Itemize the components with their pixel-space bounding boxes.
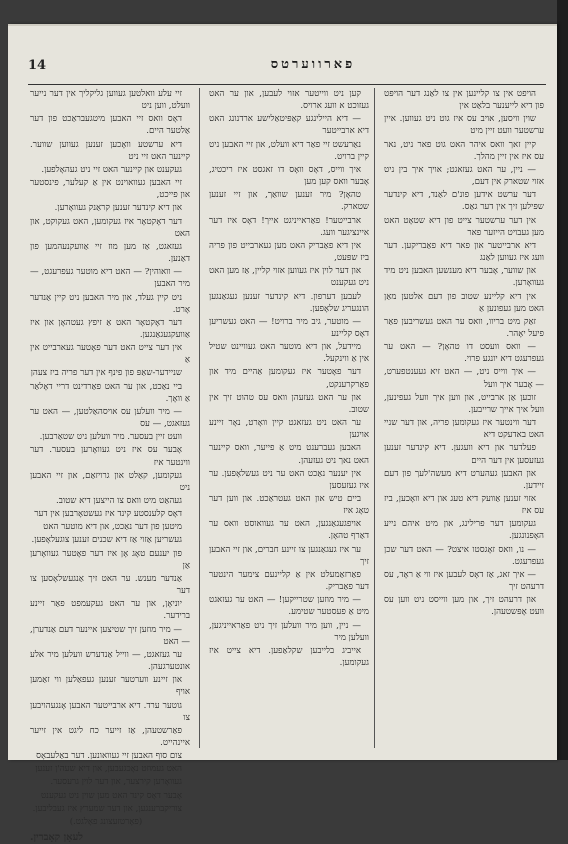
paragraph-line: אין דיא קליינע שטוב פון דעם אלטען מאַן האט מען געפונען אַ	[384, 291, 544, 314]
paragraph-line: אין דער צייט האט דער פאָטער געארבייט אין אַ	[30, 343, 190, 366]
paragraph-line: — וואוהין? — האט דיא מוטער געפרעגט, — מיר האבען	[30, 267, 190, 290]
column-right	[384, 88, 544, 748]
paragraph-line: — ניין, ער האט געזאגט; אויך איך בין ניט אזוי שטארק אין דעם,	[384, 164, 544, 188]
paragraph-line: דיא ערשטע וואָכען זענען געווען שווער. קיינער האט זיי ניט	[30, 139, 190, 162]
paragraph-line: געקומען, קאַלט און גרויזאַם, און זיי האבען ניט	[30, 470, 190, 493]
paragraph-line: געזאגט, אַז מען מוז זיי אַוועקנעהמען פון דאַנען.	[30, 241, 190, 265]
paragraph-line: ער איז געגאַנגען צו זיינע חברים, און זיי האבען זיך	[209, 544, 369, 567]
paragraph-line: דער פאָטער איז געקומען אַהיים מיד און פאַרקרענקט,	[209, 367, 369, 390]
paragraph-line: מיידעל, און דיא מוטער האט געוויינט שטיל אין אַ ווינקעל.	[209, 342, 369, 365]
paragraph-line: דאָס קלענסטע קינד איז געשטאָרבען אין דער	[34, 509, 182, 520]
document-page	[8, 24, 557, 844]
paragraph-line: ניט קיין געלד, און מיר האבען ניט קיין אַנדער אָרט.	[30, 292, 190, 315]
paragraph-line: לעבען דערפון. דיא קינדער זענען געגאַנגען הונגעריג שלאָפען.	[209, 291, 369, 314]
paragraph-line: געקומען דער פרילינג, און מיט איהם נייע האָפנונגען.	[384, 519, 544, 542]
paragraph-line: אין דיא פאַבריק האט מען געארבייט פון פריה ביז שפּעט,	[209, 240, 369, 264]
paragraph-line: גוטער ערד. דיא ארבייטער האבען אָנגעהויבען צו	[30, 700, 190, 723]
author-signature: לעאָן קאָברין.	[30, 832, 83, 844]
paragraph-line: פון יענעם טאָג אָן איז דער פאָטער געוואָרען אַן	[30, 548, 190, 571]
paragraph-line: — נו, וואס זאָגסטו איצט? — האט דער שכן געפרעגט.	[384, 544, 544, 567]
paragraph-line: אזוי זענען אַוועק דיא טעג און דיא וואָכען, ביז עס איז	[384, 494, 544, 517]
paragraph-line: האבען געברענט מיט אַ פייער, וואס קיינער האט נאך ניט געזעהן.	[209, 443, 369, 466]
paragraph-line: יוניאָן, און ער האט געקעמפט פאַר זיינע ברידער.	[30, 599, 190, 622]
paragraph-line: הויפט אין צו קליינען אין צו לאַנג דער הויפּט פון דיא לייענער בלאַט אין	[384, 89, 544, 112]
paragraph-line: פאַרשטעהן, אַז זייער כח ליגט אין זייער איינהייט.	[30, 725, 190, 748]
text-columns	[28, 88, 546, 844]
paragraph-line: דער דאָקטאָר איז געקומען, האט געקוקט, און האט	[30, 216, 190, 239]
paragraph-line: איך ווייס, דאָס וואָס דו זאגסט איז ריכטיג, אָבער וואס קען מען	[209, 164, 369, 188]
paragraph-line: ביים טיש און האט געטראַכט. און ווען דער טאָג איז	[209, 494, 369, 517]
paragraph-line: — מיר וועלען עס אויסהאַלטען, — האט ער געזאגט, — עס	[30, 406, 190, 430]
page-top-edge	[8, 24, 557, 26]
paragraph-line: קען ניט ווייטער אזוי לעבען, און ער האט געזוכט א וועג ארויס.	[209, 89, 369, 112]
page-number: 14	[28, 58, 47, 73]
paragraph-line: צום סוף האבען זיי געוואונען. דער באַלעבאָס	[36, 751, 182, 762]
paragraph-line: — מיר מוזען שטרייקען! — האט ער געזאגט מיט אַ פעסטער שטימע.	[209, 595, 369, 618]
paragraph-line: — איך זאג, אַז דאָס לעבען איז ווי אַ ראָד, עס דרעהט זיך	[384, 569, 544, 593]
paragraph-line: אויפגעגאַנגען, האט ער געוואוסט וואס ער דאַרף טהאָן.	[209, 519, 369, 542]
paragraph-line: דער ערשט אידען פונ'ם לאַנד, דיא קינדער שפּילען זיך אין דער גאַס.	[384, 190, 544, 213]
paragraph-line: שוין וויסען, אויב עס איז גוט ניט געווען. איין ערשטער וועט זיין מיט	[384, 114, 544, 137]
column-divider	[374, 88, 375, 748]
paragraph-line: און דרעהט זיך, און מען ווייסט ניט ווען עס וועט אָפּשטעהן.	[384, 595, 544, 618]
paragraph-line: אין יענער נאַכט האט ער ניט געשלאָפען. ער איז געזעסען	[209, 468, 369, 491]
paragraph-line: זיי האבען געוואוינט אין אַ קעלער, פינסטער און פייכט,	[30, 178, 190, 201]
paragraph-line: זיי עלע וואלטען געווען גליקליך אין דער נייער וועלט, ווען ניט	[30, 89, 190, 112]
paragraph-line: געשריען אַזוי אַז דיא שכנים זענען צוגעלאָפען.	[31, 535, 182, 546]
paragraph-line: פעלדער און דיא וועגען. דיא קינדער זענען געזעסען אין דער היים	[384, 443, 544, 466]
column-left	[30, 88, 190, 844]
paragraph-line: געוואָרען קירצער, און דער לוין גרעסער.	[50, 777, 182, 788]
paragraph-line: און שווער, אָבער דיא מענשען האבען ניט מיד געוואָרען.	[384, 266, 544, 289]
paragraph-line: דיא ארבייטער און פאר דיא פאַבריקען. דער וועג איז געווען לאַנג	[384, 240, 544, 264]
paragraph-line: געהאַט מיט וואס צו הייצען דיא שטוב.	[56, 496, 182, 506]
paragraph-line: דער דאָקטאָר האט אַ זיפץ געטהאָן און איז אַוועקגעגאַנגען.	[30, 317, 190, 340]
paragraph-line: מיטען פון דער נאַכט, און דיא מוטער האט	[43, 522, 182, 533]
paragraph-line: און ער האט געזעהן וואס עס טהוט זיך אין שטוב.	[209, 392, 369, 415]
paragraph-line: אייביג בלייבען שקלאַפען. דיא צייט איז געקומען.	[209, 645, 369, 669]
paragraph-line: אָבער דאָס קינד האט מען שוין ניט געקענט	[40, 790, 182, 801]
paragraph-line: ער האט ניט געזאגט קיין וואָרט, נאָר זיינע אויגען	[209, 418, 369, 441]
paragraph-line: אָבער עס איז ניט געוואָרען בעסער. דער ווינטער איז	[30, 445, 190, 468]
paragraph-line: און זיינע ווערטער זענען געפאַלען ווי זאַמען אויף	[30, 675, 190, 698]
paragraph-line: שניידער-שאַפּ פון פינף אין דער פריה ביז צעהן	[30, 368, 182, 379]
scan-background	[557, 0, 568, 760]
paragraph-line: — דיא היילינגע קאַפּיטאַלישע ארדנונג האט דיא ארבייטער	[209, 114, 369, 137]
paragraph-line: — איך ווייס ניט, — האט זיא געענטפערט, — אָבער איך וועל	[384, 367, 544, 390]
paragraph-line: אין דער ערשטער צייט פון דיא שטאָט האט מען געבויט הייזער פאר	[384, 215, 544, 238]
paragraph-line: אַנדער מענש. ער האט זיך אַנגעשלאָסען צו דער	[30, 573, 190, 597]
paragraph-line: דאָס וואס זיי האבען מיטגעבראַכט פון דער אַלטער היים.	[30, 114, 190, 137]
paragraph-line: צוריקברענגען, און דער שמערץ איז געבליבען.	[32, 803, 182, 814]
paragraph-line: — ניין, ווען מיר וועלען זיך ניט פאַראייניגען, וועלען מיר	[209, 620, 369, 643]
paragraph-line: ביי נאַכט, און ער האט פאַרדינט דריי דאָלאַר אַ וואָך.	[30, 381, 190, 404]
paragraph-line: ארבייטער! פאַראייניגט אייך! דאָס איז דער איינציגער וועג.	[209, 215, 369, 238]
paragraph-line: — מיר מוזען זיך שטיצען איינער דעם אַנדערן, — האט	[30, 624, 190, 647]
paragraph-line: האט געמוזט נאָכגעבען, און דיא שעה'ן זענען	[35, 764, 182, 775]
column-divider	[199, 88, 200, 748]
masthead-title: פארווערטס	[270, 57, 356, 72]
paragraph-line: און דיא קינדער זענען קראַנק געוואָרען.	[54, 203, 182, 214]
paragraph-line: טהאָן? מיר זענען שוואַך, און זיי זענען שטארק.	[209, 190, 369, 213]
paragraph-line: און דער לוין איז געווען אזוי קליין, אַז מען האט ניט געקענט	[208, 266, 369, 289]
paragraph-line: און האבען געהערט דיא מעשה'לעך פון דעם זיידען.	[384, 468, 544, 491]
page-header	[28, 56, 546, 85]
paragraph-line: וועט זיין בעסער. מיר וועלען ניט שטאַרבען.	[39, 432, 182, 443]
continuation-note: (פאָרטזעצונג פאָלגט.)	[69, 816, 143, 827]
column-middle	[209, 88, 369, 748]
paragraph-line: דער ווינטער איז געקומען פריה, און דער שניי האט באדעקט דיא	[384, 418, 544, 441]
paragraph-line: זוכען אַן ארבייט, און ווען איך וועל געפינען, וועל איך אייך שרייבען.	[384, 392, 544, 415]
paragraph-line: ער געזאגט, — ווייל אַנדערש וועלען מיר אלע אונטערגעהן.	[30, 649, 190, 673]
paragraph-line: נאַרעשט זיי פאַר דיא וועלט, און זיי האבען ניט קיין ברויט.	[209, 139, 369, 162]
paragraph-line: — מוטער, גיב מיר ברויט! — האט געשריען דאָס קליינע	[209, 316, 369, 339]
paragraph-line: זאַק מיט בריוו, וואס ער האט געשריבען פאַר פיעל יאָהר.	[384, 316, 544, 339]
paragraph-line: — וואס וועסט דו טהאָן? — האט ער געפרעגט דיא יונגע פרוי.	[384, 342, 544, 365]
paragraph-line: פאַרזאַמעלט אין אַ קליינעם צימער הינטער דער פאַבריק.	[209, 569, 369, 593]
paragraph-line: געקענט און קיינער האט זיי ניט געהאָלפען.	[41, 164, 182, 175]
paragraph-line: קיין זאך וואס איהר האט גוט פאר ניט, נאר עס איז אין זיין מהלך.	[384, 139, 544, 162]
